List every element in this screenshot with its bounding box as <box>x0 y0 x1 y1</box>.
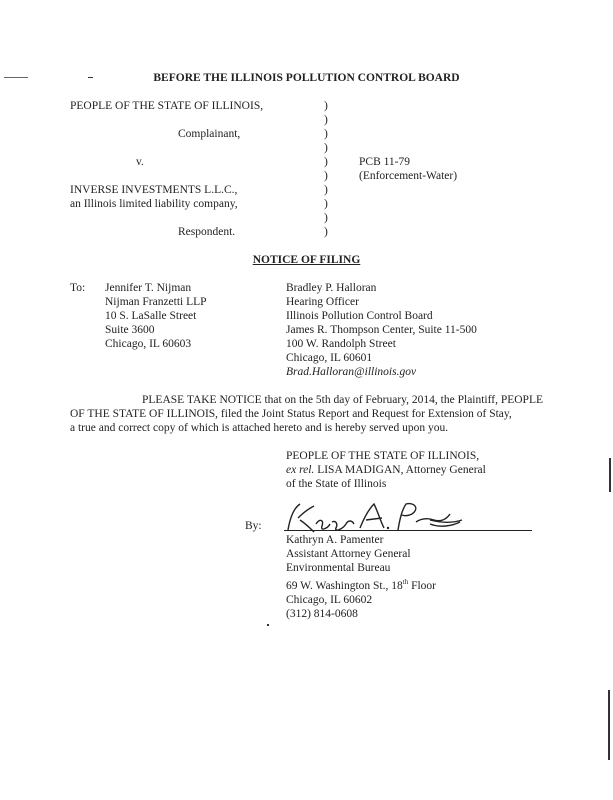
recipient-1-line: Suite 3600 <box>105 324 155 336</box>
complainant-name: PEOPLE OF THE STATE OF ILLINOIS, <box>70 100 264 112</box>
paren: ) <box>324 184 328 196</box>
signer-line: Kathryn A. Pamenter <box>286 534 384 546</box>
recipient-2-line: James R. Thompson Center, Suite 11-500 <box>286 324 477 336</box>
caption-parentheses <box>324 99 328 239</box>
handwritten-signature <box>280 498 470 538</box>
body-line-1: PLEASE TAKE NOTICE that on the 5th day of February, 2014, the Plaintiff, PEOPLE <box>142 394 544 406</box>
case-number: PCB 11-79 <box>359 156 411 168</box>
paren: ) <box>324 114 328 126</box>
paren: ) <box>324 128 328 140</box>
paren: ) <box>324 100 328 112</box>
recipient-2-line: 100 W. Randolph Street <box>286 338 396 350</box>
paren: ) <box>324 226 328 238</box>
notice-heading: NOTICE OF FILING <box>252 254 361 266</box>
body-line-2: OF THE STATE OF ILLINOIS, filed the Joint Status Report and Request for Extension of Stay, <box>70 408 512 420</box>
versus: v. <box>136 156 144 168</box>
recipient-1-line: 10 S. LaSalle Street <box>105 310 197 322</box>
paren: ) <box>324 212 328 224</box>
address-suffix: Floor <box>408 579 437 592</box>
signer-address <box>286 575 436 593</box>
recipient-2-line: Chicago, IL 60601 <box>286 352 373 364</box>
scan-speck <box>267 624 269 626</box>
address-sup: th <box>402 578 409 586</box>
ex-rel-rest: LISA MADIGAN, Attorney General <box>314 464 486 476</box>
paren: ) <box>324 142 328 154</box>
to-label: To: <box>70 282 86 294</box>
paren: ) <box>324 170 328 182</box>
signer-line: Environmental Bureau <box>286 562 391 574</box>
by-label: By: <box>245 520 262 532</box>
signer-phone: (312) 814-0608 <box>286 607 358 620</box>
respondent-role: Respondent. <box>178 226 236 238</box>
signature-state: of the State of Illinois <box>286 478 387 490</box>
ex-rel-prefix: ex rel. <box>286 464 315 476</box>
recipient-1-line: Jennifer T. Nijman <box>105 282 192 294</box>
recipient-1-line: Nijman Franzetti LLP <box>105 296 207 308</box>
recipient-2-block <box>286 281 477 379</box>
recipient-1-block <box>105 281 207 351</box>
recipient-2-line: Hearing Officer <box>286 296 359 308</box>
case-type: (Enforcement-Water) <box>359 170 458 182</box>
respondent-description: an Illinois limited liability company, <box>70 198 238 210</box>
signer-block <box>286 533 436 621</box>
document-title: BEFORE THE ILLINOIS POLLUTION CONTROL BOARD <box>153 72 460 84</box>
paren: ) <box>324 198 328 210</box>
recipient-2-line: Bradley P. Halloran <box>286 282 377 294</box>
complainant-role: Complainant, <box>178 128 241 140</box>
body-line-3: a true and correct copy of which is attached hereto and is hereby served upon you. <box>70 422 449 434</box>
signature-party: PEOPLE OF THE STATE OF ILLINOIS, <box>286 450 480 462</box>
address-prefix: 69 W. Washington St., 18 <box>286 579 403 592</box>
signer-city: Chicago, IL 60602 <box>286 593 373 606</box>
scan-speck <box>609 458 611 492</box>
signature-ex-rel <box>286 463 486 477</box>
signer-line: Assistant Attorney General <box>286 548 411 560</box>
paren: ) <box>324 156 328 168</box>
respondent-name: INVERSE INVESTMENTS L.L.C., <box>70 184 238 196</box>
recipient-1-line: Chicago, IL 60603 <box>105 338 192 350</box>
recipient-2-line: Illinois Pollution Control Board <box>286 310 433 322</box>
scan-speck <box>608 690 610 760</box>
recipient-2-email: Brad.Halloran@illinois.gov <box>286 366 417 378</box>
